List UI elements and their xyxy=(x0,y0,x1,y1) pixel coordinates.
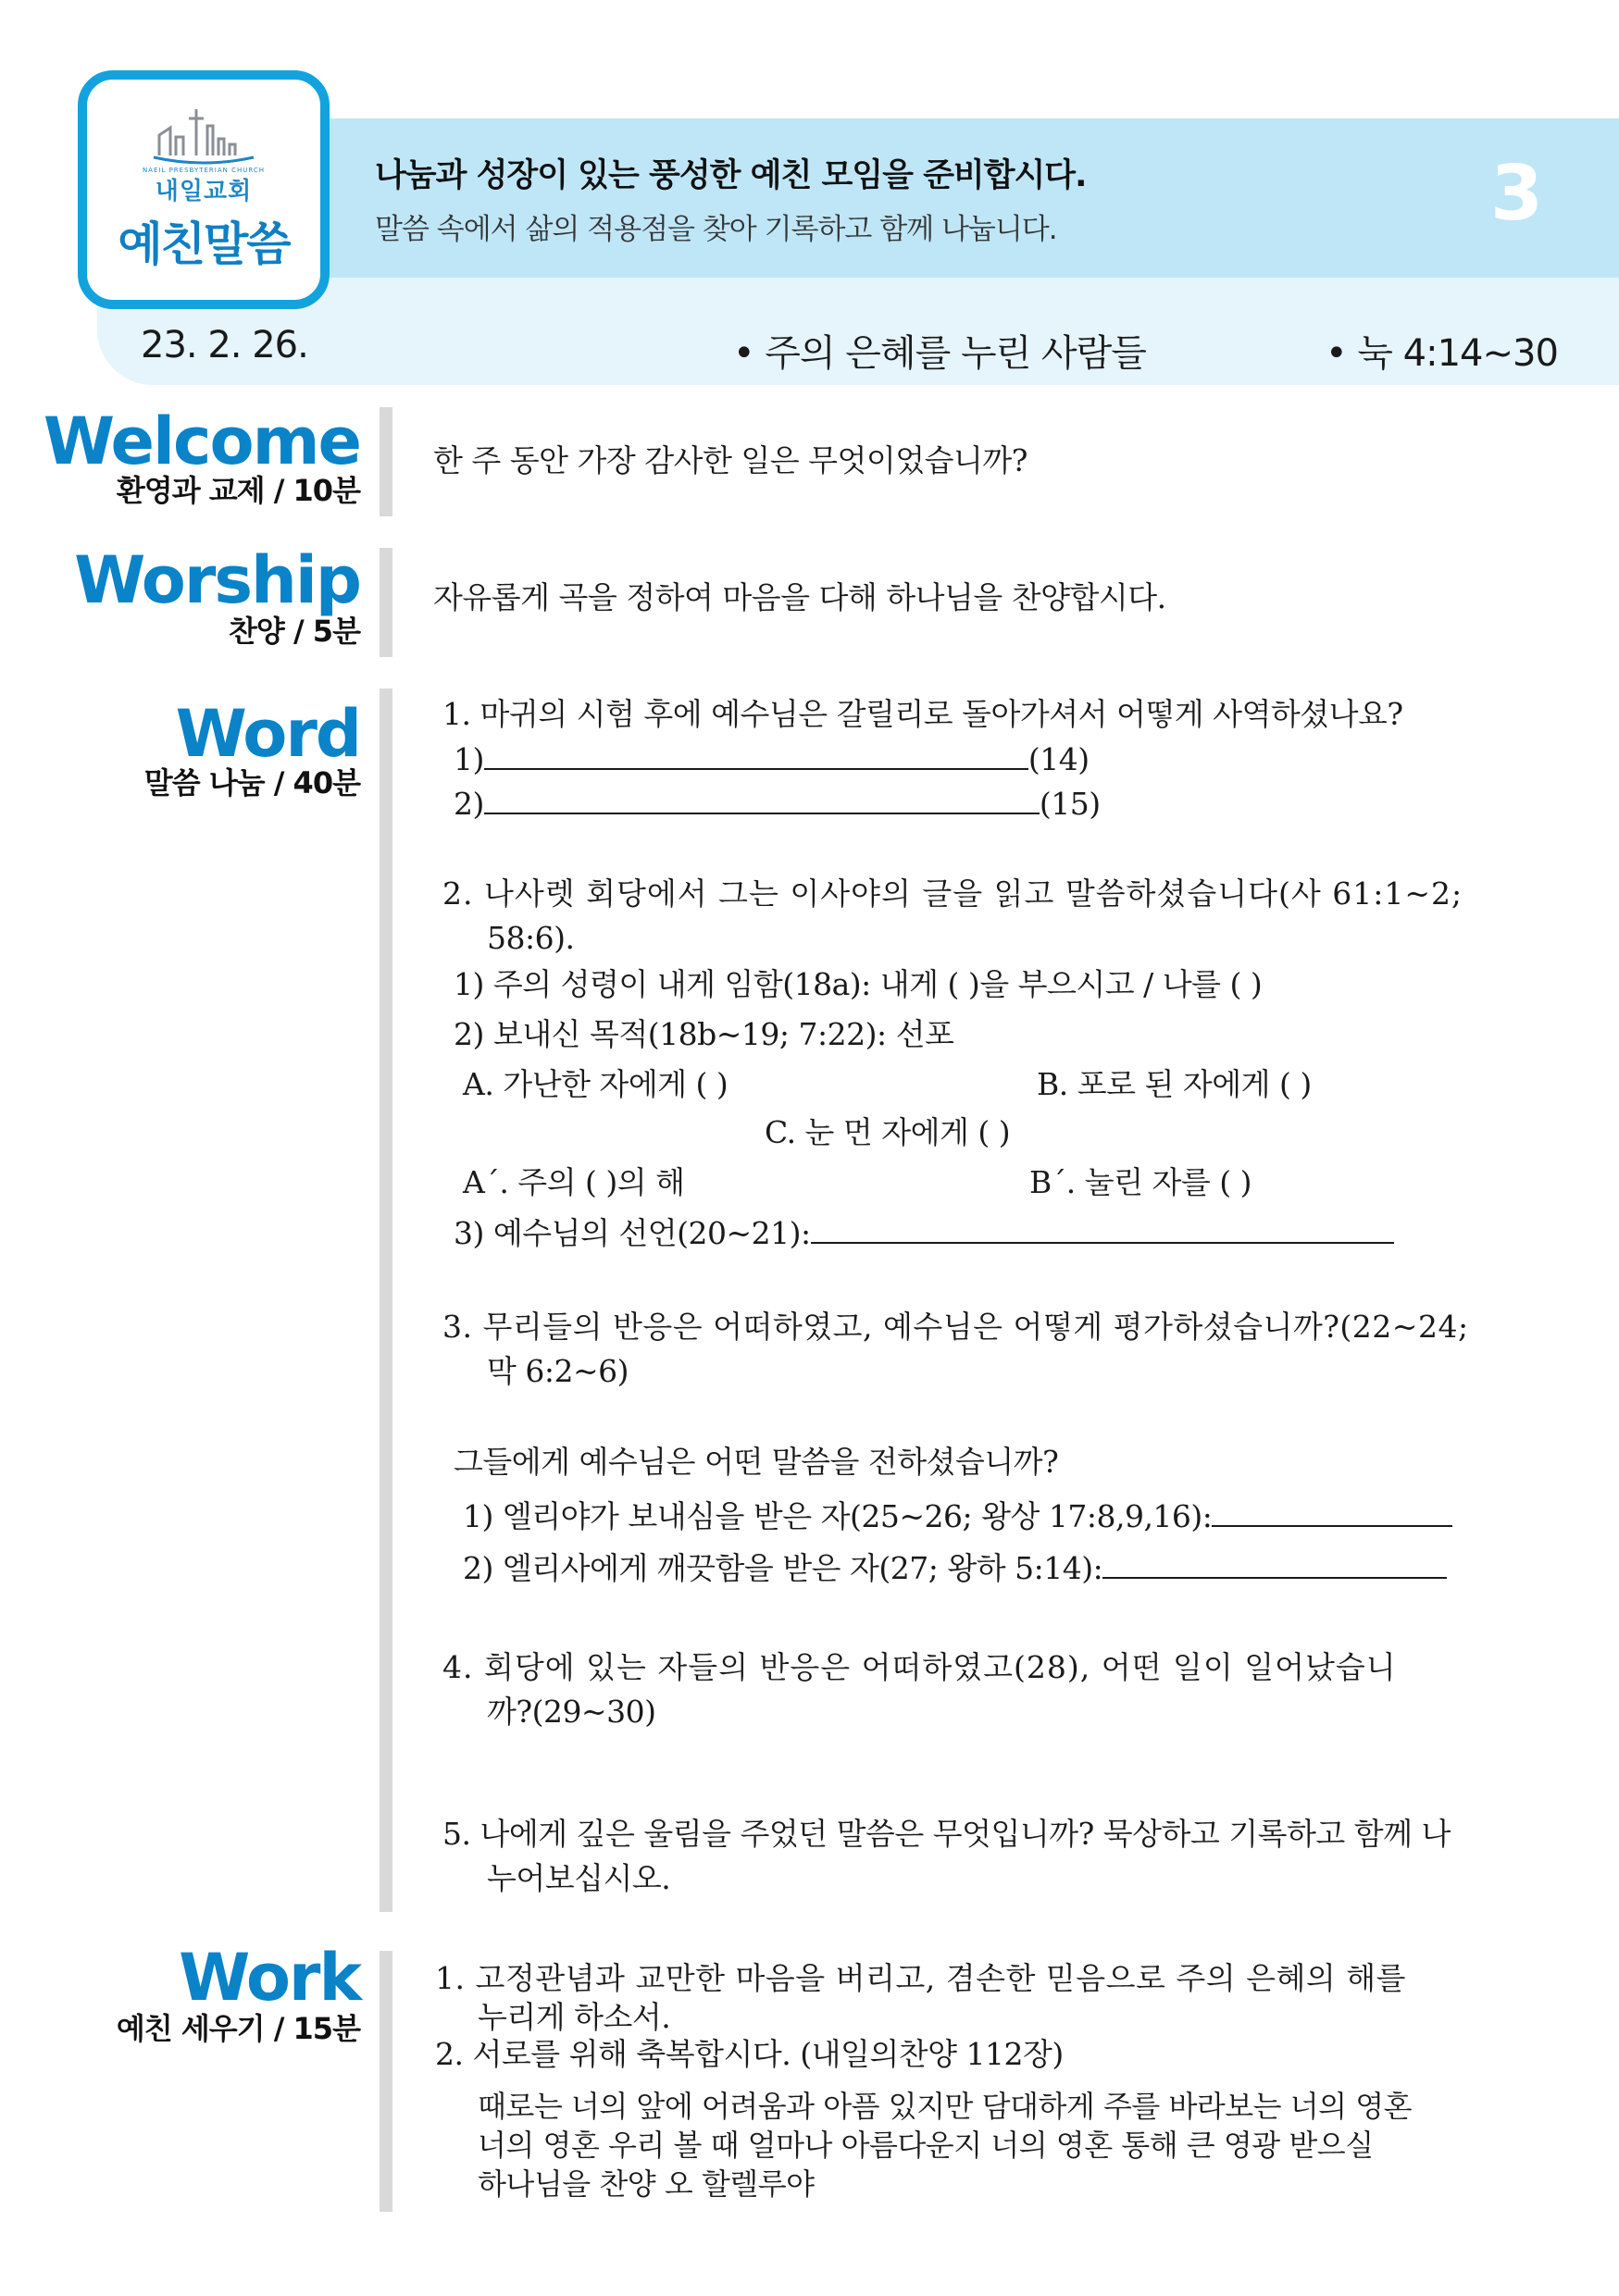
work-lyrics-2: 너의 영혼 우리 볼 때 얼마나 아름다운지 너의 영혼 통해 큰 영광 받으실 xyxy=(478,2128,1374,2163)
word-bar xyxy=(380,689,392,1912)
word-q2-s3-blank[interactable] xyxy=(811,1214,1394,1244)
welcome-heading: Welcome xyxy=(43,403,360,479)
word-q3-follow: 그들에게 예수님은 어떤 말씀을 전하셨습니까? xyxy=(454,1444,1059,1480)
word-q5-line2: 누어보십시오. xyxy=(487,1860,671,1896)
logo-title: 예친말씀 xyxy=(118,217,290,271)
work-bar xyxy=(380,1951,392,2212)
work-lyrics-1: 때로는 너의 앞에 어려움과 아픔 있지만 담대하게 주를 바라보는 너의 영혼 xyxy=(478,2089,1413,2124)
work-p1-line2: 누리게 하소서. xyxy=(478,1999,671,2035)
word-q4-line2: 까?(29~30) xyxy=(487,1694,656,1730)
word-q2-s2: 2) 보내신 목적(18b~19; 7:22): 선포 xyxy=(454,1016,954,1052)
word-q3-s2-blank[interactable] xyxy=(1102,1549,1447,1579)
worship-sub: 찬양 / 5분 xyxy=(229,614,360,649)
word-q1-answer-2 xyxy=(454,785,1101,823)
word-q2-b-prime: B´. 눌린 자를 ( ) xyxy=(1029,1164,1252,1200)
word-q3-s2 xyxy=(463,1549,1447,1587)
word-q2-s3-label: 3) 예수님의 선언(20~21): xyxy=(454,1215,811,1251)
word-q4-line1: 4. 회당에 있는 자들의 반응은 어떠하였고(28), 어떤 일이 일어났습니 xyxy=(442,1649,1397,1685)
word-q2-s3 xyxy=(454,1214,1394,1252)
work-sub: 예친 세우기 / 15분 xyxy=(116,2011,360,2046)
word-q2-a: A. 가난한 자에게 ( ) xyxy=(463,1066,729,1102)
work-p1-line1: 1. 고정관념과 교만한 마음을 버리고, 겸손한 믿음으로 주의 은혜의 해를 xyxy=(435,1960,1406,1996)
word-q3-s1-label: 1) 엘리야가 보내심을 받은 자(25~26; 왕상 17:8,9,16): xyxy=(463,1498,1213,1534)
word-heading: Word xyxy=(175,696,360,772)
word-q3-line2: 막 6:2~6) xyxy=(487,1353,629,1389)
date: 23. 2. 26. xyxy=(141,324,308,366)
word-q2-line2: 58:6). xyxy=(487,920,575,956)
word-q3-s2-label: 2) 엘리사에게 깨끗함을 받은 자(27; 왕하 5:14): xyxy=(463,1550,1103,1586)
topic: • 주의 은혜를 누린 사람들 xyxy=(733,332,1146,375)
header-subtitle: 말씀 속에서 삶의 적용점을 찾아 기록하고 함께 나눕니다. xyxy=(375,213,1057,246)
answer-1-label: 1) xyxy=(454,741,484,777)
logo-small-text: NAEIL PRESBYTERIAN CHURCH xyxy=(142,167,266,174)
work-heading: Work xyxy=(179,1940,360,2016)
answer-2-label: 2) xyxy=(454,786,484,822)
answer-1-blank[interactable] xyxy=(484,740,1028,770)
answer-2-blank[interactable] xyxy=(484,785,1040,814)
word-q2-c: C. 눈 먼 자에게 ( ) xyxy=(765,1114,1011,1150)
welcome-sub: 환영과 교제 / 10분 xyxy=(116,473,360,508)
scripture-reference: • 눅 4:14~30 xyxy=(1326,332,1558,375)
answer-2-ref: (15) xyxy=(1039,786,1101,822)
word-q3-s1-blank[interactable] xyxy=(1212,1497,1452,1527)
worship-heading: Worship xyxy=(74,542,360,618)
church-logo xyxy=(78,70,330,309)
word-sub: 말씀 나눔 / 40분 xyxy=(143,765,360,800)
welcome-text: 한 주 동안 가장 감사한 일은 무엇이었습니까? xyxy=(433,442,1027,478)
header-title: 나눔과 성장이 있는 풍성한 예친 모임을 준비합시다. xyxy=(375,157,1087,194)
word-q2-a-prime: A´. 주의 ( )의 해 xyxy=(463,1164,685,1200)
word-q5-line1: 5. 나에게 깊은 울림을 주었던 말씀은 무엇입니까? 묵상하고 기록하고 함께 나 xyxy=(442,1816,1451,1852)
logo-church-name: 내일교회 xyxy=(155,178,253,205)
word-q3-line1: 3. 무리들의 반응은 어떠하였고, 예수님은 어떻게 평가하셨습니까?(22~24; xyxy=(442,1309,1469,1345)
word-q2-s1: 1) 주의 성령이 내게 임함(18a): 내게 ( )을 부으시고 / 나를 ( ) xyxy=(454,966,1263,1002)
word-q1: 1. 마귀의 시험 후에 예수님은 갈릴리로 돌아가셔서 어떻게 사역하셨나요? xyxy=(442,696,1403,732)
page-number: 3 xyxy=(1490,150,1544,238)
word-q2-line1: 2. 나사렛 회당에서 그는 이사야의 글을 읽고 말씀하셨습니다(사 61:1~2; xyxy=(442,875,1463,912)
work-lyrics-3: 하나님을 찬양 오 할렐루야 xyxy=(478,2166,815,2202)
word-q2-b: B. 포로 된 자에게 ( ) xyxy=(1037,1066,1312,1102)
word-q1-answer-1 xyxy=(454,740,1090,778)
word-q3-s1 xyxy=(463,1497,1452,1535)
worship-text: 자유롭게 곡을 정하여 마음을 다해 하나님을 찬양합시다. xyxy=(433,579,1166,615)
work-p2: 2. 서로를 위해 축복합시다. (내일의찬양 112장) xyxy=(435,2036,1064,2072)
header-band xyxy=(278,118,1619,278)
church-skyline-icon xyxy=(152,100,255,165)
answer-1-ref: (14) xyxy=(1027,741,1090,777)
worship-bar xyxy=(380,548,392,657)
welcome-bar xyxy=(380,407,392,516)
